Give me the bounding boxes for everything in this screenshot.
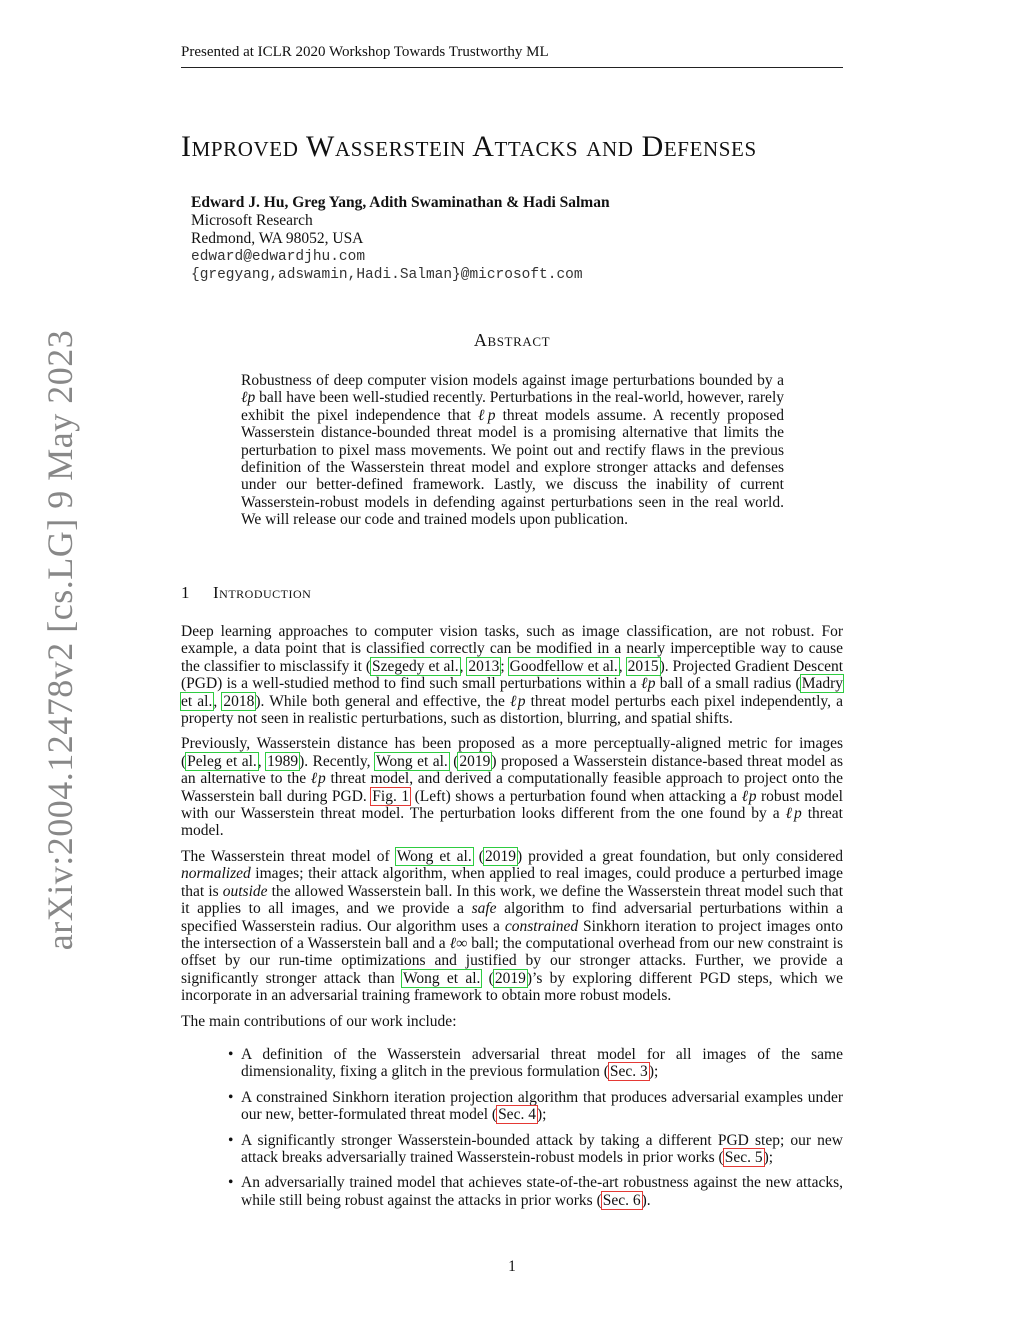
email-group[interactable]: {gregyang,adswamin,Hadi.Salman}@microsoft.com: [191, 267, 583, 283]
citation-madry-year[interactable]: 2018: [223, 692, 255, 710]
section-title: Introduction: [213, 583, 312, 602]
list-item: • An adversarially trained model that achieves state-of-the-art robustness against the new attacks, while still being robust against the attacks in prior works (Sec. 6).: [228, 1174, 843, 1209]
contributions-list: [181, 1046, 843, 1209]
citation-peleg-year[interactable]: 1989: [267, 752, 299, 770]
abstract-text: Robustness of deep computer vision models against image perturbations bounded by a ℓp ball have been well-studied recently. Perturbations in the real-world, however, rarely exhibit the pixel independence that ℓp threat models assume. A recently proposed Wasserstein distance-bounded threat model is a promising alternative that limits the perturbation to pixel mass movements. We point out and rectify flaws in the previous definition of the Wasserstein threat model and explore stronger attacks and defenses under our better-defined framework. Lastly, we discuss the inability of current Wasserstein-robust models in defending against perturbations seen in the real world. We will release our code and trained models upon publication.: [241, 372, 784, 529]
citation-wong-year[interactable]: 2019: [459, 752, 491, 770]
list-item: • A definition of the Wasserstein adversarial threat model for all images of the same dimensionality, fixing a glitch in the previous formulation (Sec. 3);: [228, 1045, 843, 1081]
citation-madry[interactable]: Madry et al.: [181, 675, 844, 710]
intro-paragraph-1: Deep learning approaches to computer vision tasks, such as image classification, are not robust. For example, a data point that is classified correctly can be modified in a nearly imperceptible way to cause the classifier to misclassify it (Szegedy et al., 2013; Goodfellow et al., 2015). Projected Gradient Descent (PGD) is a well-studied method to find such small perturbations within a ℓp ball of a small radius (Madry et al., 2018). While both general and effective, the ℓp threat model perturbs each pixel independently, a property not seen in realistic perturbations, such as distortion, blurring, and spatial shifts.: [181, 623, 844, 728]
citation-szegedy-year[interactable]: 2013: [468, 657, 500, 675]
address: Redmond, WA 98052, USA: [191, 230, 364, 247]
running-header: Presented at ICLR 2020 Workshop Towards Trustworthy ML: [181, 44, 843, 68]
introduction-body: [181, 623, 843, 1217]
figure-1-link[interactable]: Fig. 1: [372, 787, 410, 805]
section-3-link[interactable]: Sec. 3: [609, 1063, 648, 1081]
citation-wong-2[interactable]: Wong et al.: [396, 847, 472, 865]
citation-goodfellow-year[interactable]: 2015: [627, 657, 659, 675]
paper-title: Improved Wasserstein Attacks and Defenses: [181, 130, 757, 163]
citation-goodfellow[interactable]: Goodfellow et al.: [509, 657, 618, 675]
section-6-link[interactable]: Sec. 6: [602, 1191, 641, 1209]
citation-peleg[interactable]: Peleg et al.: [187, 752, 257, 770]
arxiv-stamp: arXiv:2004.12478v2 [cs.LG] 9 May 2023: [40, 329, 80, 951]
intro-paragraph-4: The main contributions of our work include:: [181, 1012, 457, 1030]
list-item: • A significantly stronger Wasserstein-bounded attack by taking a different PGD step; our new attack breaks adversarially trained Wasserstein-robust models in prior works (Sec. 5);: [228, 1131, 843, 1166]
section-heading-introduction: [181, 583, 311, 603]
citation-wong-year-3[interactable]: 2019: [494, 969, 526, 987]
section-5-link[interactable]: Sec. 5: [724, 1148, 763, 1166]
abstract-heading: Abstract: [473, 330, 551, 350]
intro-paragraph-3: The Wasserstein threat model of Wong et al. (2019) provided a great foundation, but only considered normalized images; their attack algorithm, when applied to real images, could produce a perturbed image that is outside the allowed Wasserstein ball. In this work, we define the Wasserstein threat model such that it applies to all images, and we provide a safe algorithm to find adversarial perturbations within a specified Wasserstein radius. Our algorithm uses a constrained Sinkhorn iteration to project images onto the intersection of a Wasserstein ball and a ℓ∞ ball; the computational overhead from our new constraint is offset by our run-time optimizations and justified by our stronger attacks. Further, we provide a significantly stronger attack than Wong et al. (2019)’s by exploring different PGD steps, which we incorporate in an adversarial training framework to obtain more robust models.: [181, 847, 844, 1005]
author-names: Edward J. Hu, Greg Yang, Adith Swaminathan & Hadi Salman: [191, 194, 610, 211]
email-primary[interactable]: edward@edwardjhu.com: [191, 249, 366, 265]
section-number: 1: [181, 583, 190, 602]
section-4-link[interactable]: Sec. 4: [498, 1106, 536, 1124]
citation-wong[interactable]: Wong et al.: [376, 752, 448, 770]
affiliation: Microsoft Research: [191, 212, 313, 229]
author-block: [191, 194, 610, 284]
citation-wong-3[interactable]: Wong et al.: [403, 969, 481, 987]
page-number: 1: [508, 1258, 516, 1275]
intro-paragraph-2: Previously, Wasserstein distance has been proposed as a more perceptually-aligned metric for images (Peleg et al., 1989). Recently, Wong et al. (2019) proposed a Wasserstein distance-based threat model as an alternative to the ℓp threat model, and derived a computationally feasible approach to project onto the Wasserstein ball during PGD. Fig. 1 (Left) shows a perturbation found when attacking a ℓp robust model with our Wasserstein threat model. The perturbation looks different from the one found by a ℓp threat model.: [181, 735, 844, 840]
list-item: • A constrained Sinkhorn iteration projection algorithm that produces adversarial examples under our new, better-formulated threat model (Sec. 4);: [228, 1088, 843, 1124]
citation-szegedy[interactable]: Szegedy et al.: [372, 657, 459, 675]
citation-wong-year-2[interactable]: 2019: [484, 847, 516, 865]
